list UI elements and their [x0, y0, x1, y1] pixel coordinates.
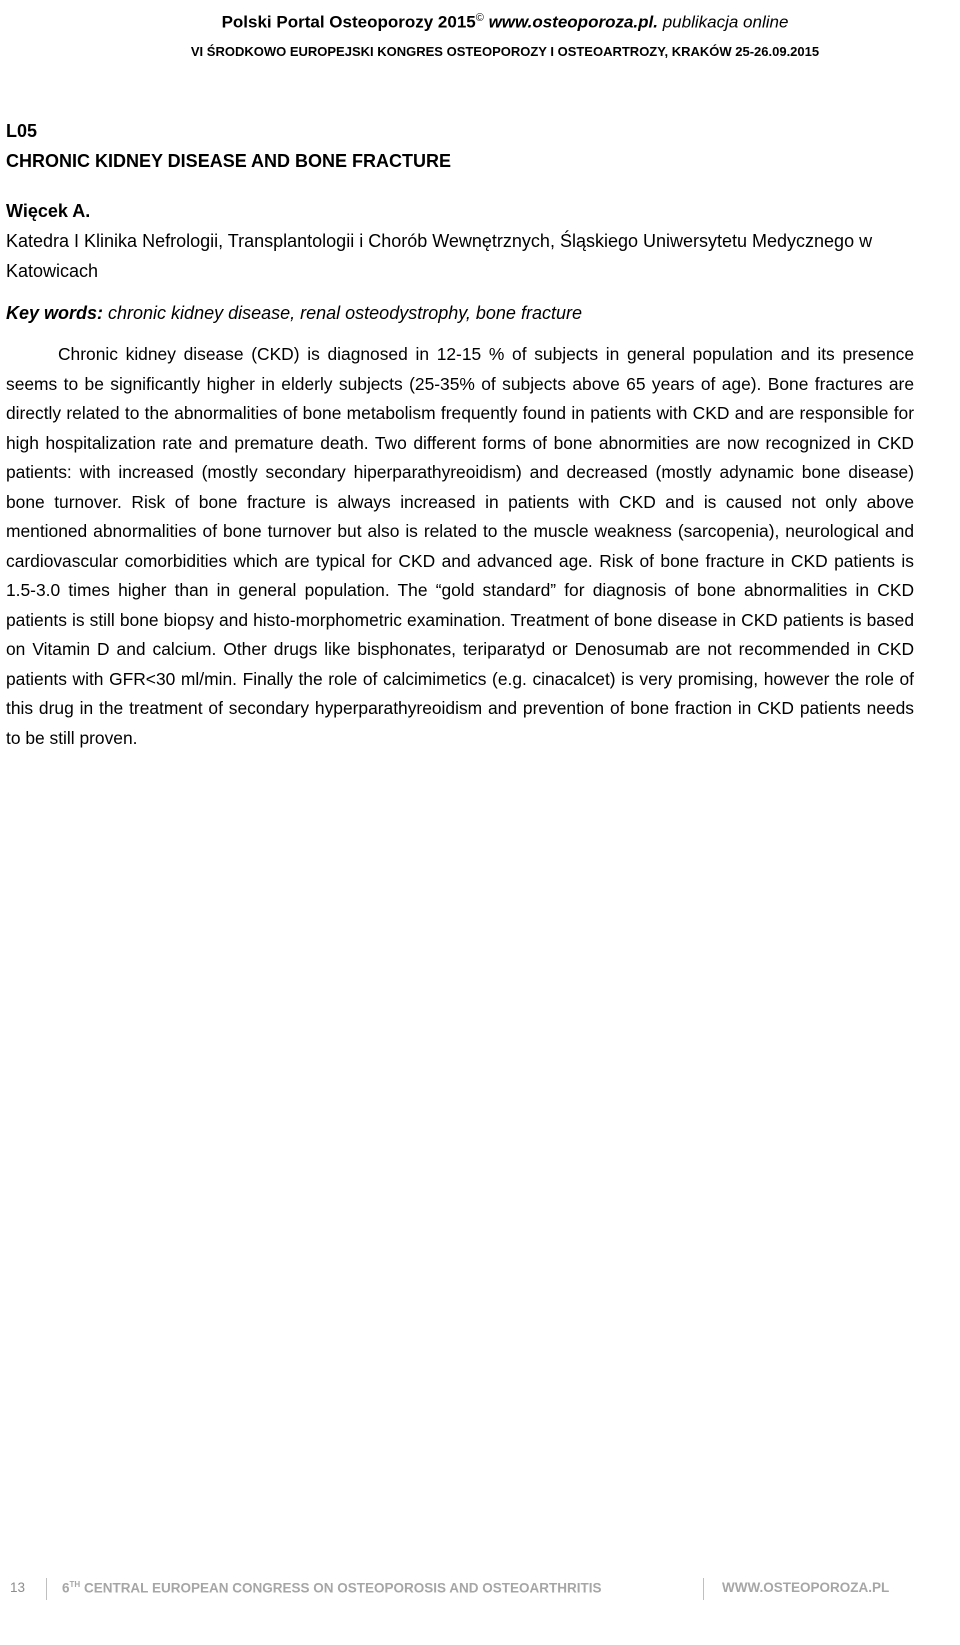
congress-title: CENTRAL EUROPEAN CONGRESS ON OSTEOPOROSIS AND OSTEOARTHRITIS	[80, 1580, 602, 1596]
portal-name: Polski Portal Osteoporozy 2015	[221, 12, 476, 32]
page-footer	[0, 1580, 960, 1604]
article-author: Więcek A.	[6, 201, 91, 221]
keywords-list: chronic kidney disease, renal osteodystrophy, bone fracture	[103, 303, 582, 323]
footer-website: WWW.OSTEOPOROZA.PL	[722, 1580, 890, 1595]
footer-divider	[46, 1578, 47, 1600]
author-affiliation: Katedra I Klinika Nefrologii, Transplantologii i Chorób Wewnętrznych, Śląskiego Uniwersytetu Medycznego w Katowicach	[6, 231, 873, 281]
congress-number: 6	[62, 1580, 70, 1596]
congress-ordinal: TH	[69, 1580, 81, 1589]
abstract-text: Chronic kidney disease (CKD) is diagnosed in 12-15 % of subjects in general population and its presence seems to be significantly higher in elderly subjects (25-35% of subjects above 65 years of age). Bone fractures are directly related to the abnormalities of bone metabolism frequently found in patients with CKD and are responsible for high hospitalization rate and premature death. Two different forms of bone abnormities are now recognized in CKD patients: with increased (mostly secondary hiperparathyreoidism) and decreased (mostly adynamic bone disease) bone turnover. Risk of bone fracture is always increased in patients with CKD and is caused not only above mentioned abnormalities of bone turnover but also is related to the muscle weakness (sarcopenia), neurological and cardiovascular comorbidities which are typical for CKD and advanced age. Risk of bone fracture in CKD patients is 1.5-3.0 times higher than in general population. The “gold standard” for diagnosis of bone abnormalities in CKD patients is still bone biopsy and histo-morphometric examination. Treatment of bone disease in CKD patients is based on Vitamin D and calcium. Other drugs like bisphonates, teriparatyd or Denosumab are not recommended in CKD patients with GFR<30 ml/min. Finally the role of calcimimetics (e.g. cinacalcet) is very promising, however the role of this drug in the treatment of secondary hyperparathyreoidism and prevention of bone fraction in CKD patients needs to be still proven.	[6, 344, 914, 748]
keywords-label: Key words:	[6, 303, 104, 323]
article-title: CHRONIC KIDNEY DISEASE AND BONE FRACTURE	[6, 151, 452, 171]
header-line-portal	[0, 6, 960, 35]
footer-congress	[62, 1580, 602, 1596]
portal-url: www.osteoporoza.pl.	[488, 12, 658, 32]
publication-online: publikacja online	[662, 12, 789, 32]
page-number: 13	[10, 1580, 26, 1595]
keywords	[6, 300, 914, 326]
copyright-symbol: ©	[475, 12, 484, 24]
congress-name: VI ŚRODKOWO EUROPEJSKI KONGRES OSTEOPOROZY I OSTEOARTROZY, KRAKÓW 25-26.09.2015	[190, 43, 820, 59]
abstract-code: L05	[6, 121, 38, 141]
article-content	[6, 118, 914, 753]
page-header	[0, 6, 960, 61]
footer-divider	[703, 1578, 704, 1600]
